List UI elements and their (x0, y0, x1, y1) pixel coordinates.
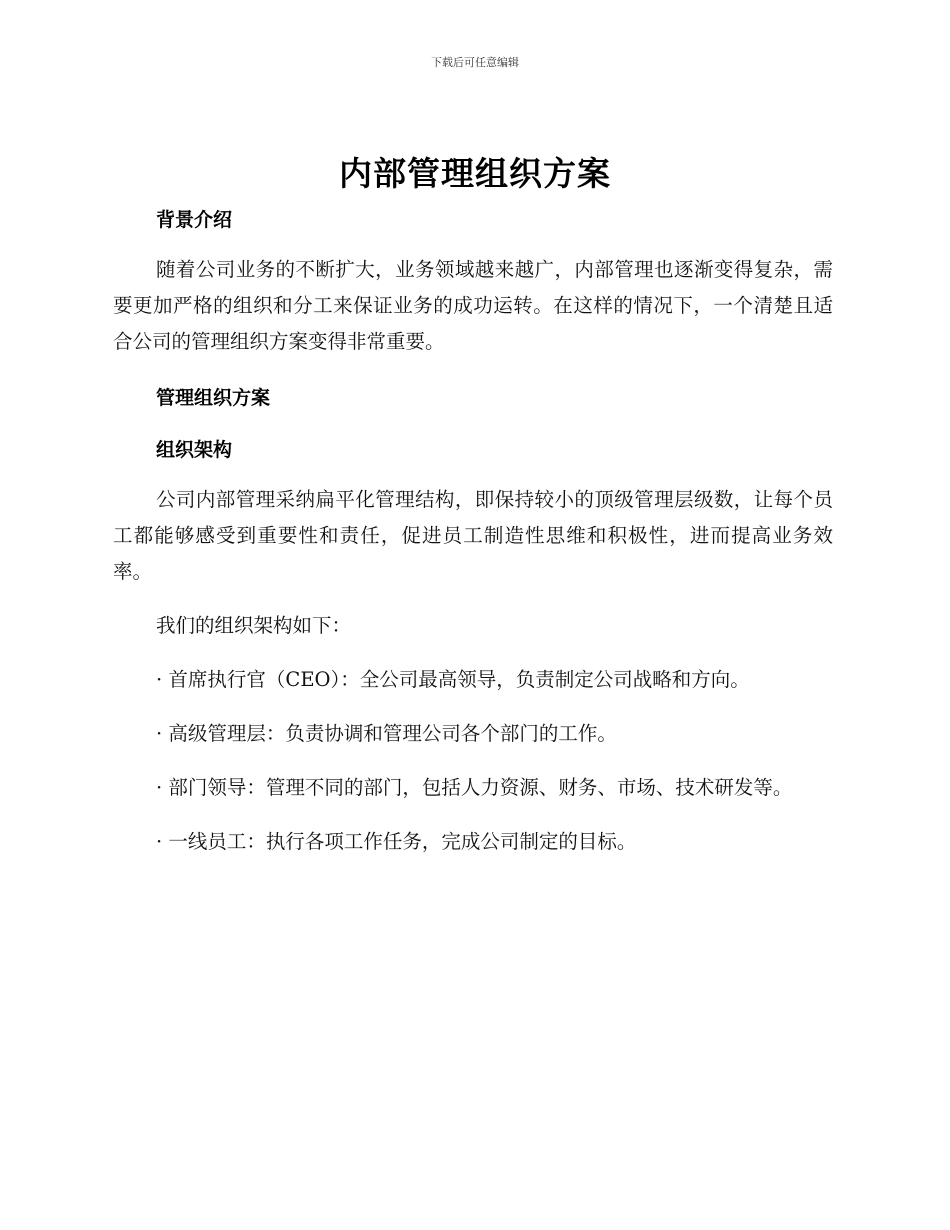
structure-paragraph: 公司内部管理采纳扁平化管理结构，即保持较小的顶级管理层级数，让每个员工都能够感受到重要性和责任，促进员工制造性思维和积极性，进而提高业务效率。 (113, 488, 833, 583)
section-heading-background: 背景介绍 (156, 209, 233, 231)
section-heading-plan: 管理组织方案 (156, 387, 271, 409)
structure-intro: 我们的组织架构如下： (156, 614, 352, 637)
list-item-frontline-staff: · 一线员工：执行各项工作任务，完成公司制定的目标。 (156, 830, 637, 853)
page-title: 内部管理组织方案 (339, 154, 611, 193)
section-heading-structure: 组织架构 (156, 439, 233, 461)
list-item-senior-management: · 高级管理层：负责协调和管理公司各个部门的工作。 (156, 722, 617, 745)
background-paragraph: 随着公司业务的不断扩大，业务领域越来越广，内部管理也逐渐变得复杂，需要更加严格的组织和分工来保证业务的成功运转。在这样的情况下，一个清楚且适合公司的管理组织方案变得非常重要。 (113, 258, 833, 353)
list-item-department-leaders: · 部门领导：管理不同的部门，包括人力资源、财务、市场、技术研发等。 (156, 776, 793, 799)
header-note: 下载后可任意编辑 (431, 56, 519, 69)
document-body (113, 200, 833, 860)
list-item-ceo: · 首席执行官（CEO）：全公司最高领导，负责制定公司战略和方向。 (156, 668, 750, 691)
